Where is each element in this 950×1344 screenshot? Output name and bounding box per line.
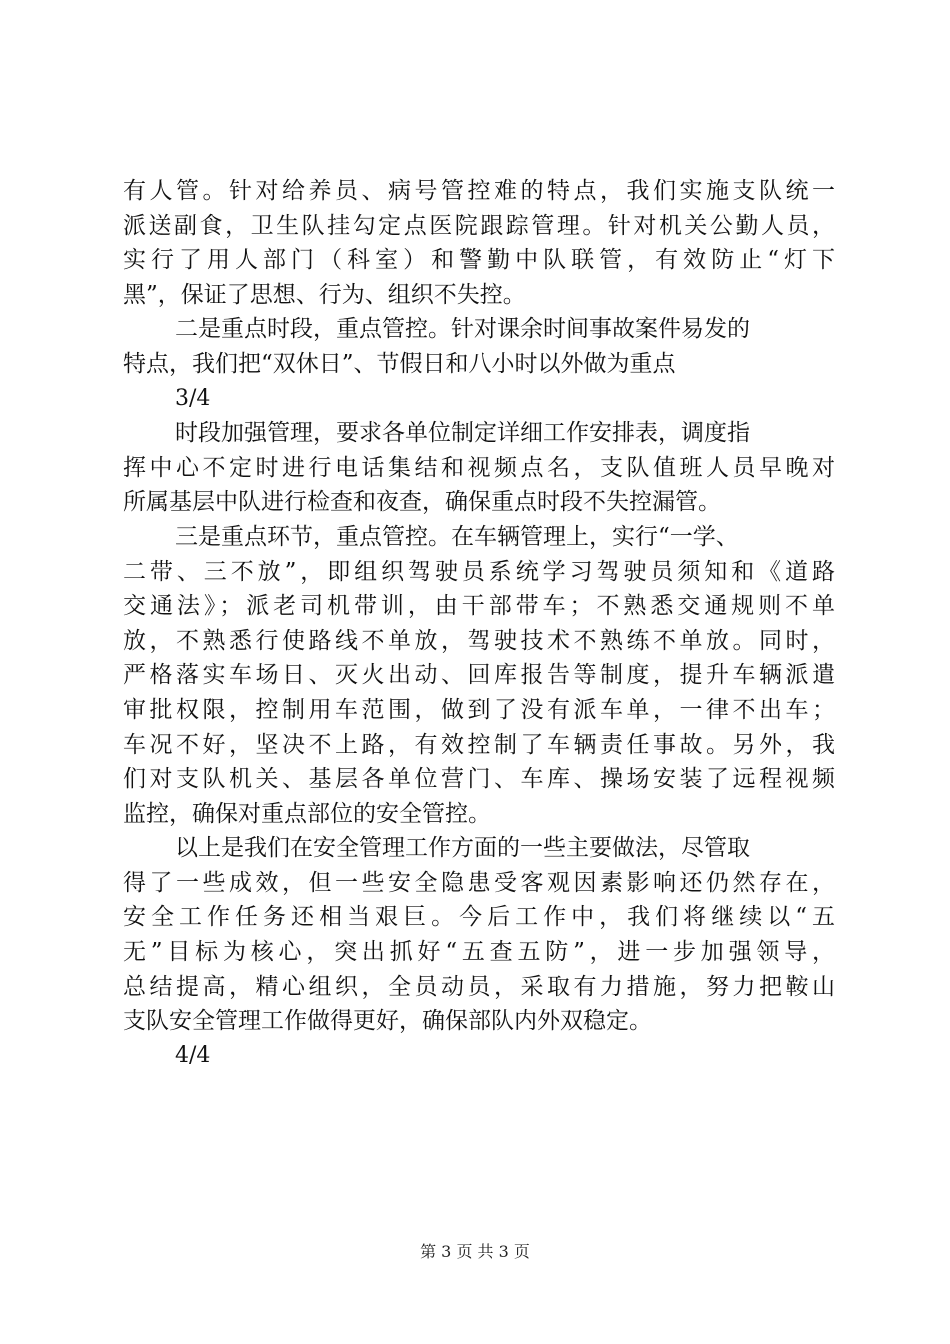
text-line: 无”目标为核心，突出抓好“五查五防”，进一步加强领导， xyxy=(123,939,835,966)
page-number-marker: 3/4 xyxy=(175,385,211,411)
text-line: 支队安全管理工作做得更好，确保部队内外双稳定。 xyxy=(123,1008,652,1035)
text-line: 审批权限，控制用车范围，做到了没有派车单，一律不出车； xyxy=(123,696,835,723)
text-line: 得了一些成效，但一些安全隐患受客观因素影响还仍然存在， xyxy=(123,869,835,896)
text-line: 二是重点时段，重点管控。针对课余时间事故案件易发的 xyxy=(175,316,750,343)
text-line: 所属基层中队进行检查和夜查，确保重点时段不失控漏管。 xyxy=(123,489,721,516)
text-line: 派送副食，卫生队挂勾定点医院跟踪管理。针对机关公勤人员， xyxy=(123,212,835,239)
text-line: 有人管。针对给养员、病号管控难的特点，我们实施支队统一 xyxy=(123,178,835,204)
text-line: 总结提高，精心组织，全员动员，采取有力措施，努力把鞍山 xyxy=(123,973,835,1000)
text-line: 黑”，保证了思想、行为、组织不失控。 xyxy=(123,281,526,308)
text-line: 车况不好，坚决不上路，有效控制了车辆责任事故。另外，我 xyxy=(123,731,835,758)
text-line: 放，不熟悉行使路线不单放，驾驶技术不熟练不单放。同时， xyxy=(123,627,835,654)
document-body xyxy=(123,174,835,1073)
text-line: 严格落实车场日、灭火出动、回库报告等制度，提升车辆派遣 xyxy=(123,662,835,689)
text-line: 时段加强管理，要求各单位制定详细工作安排表，调度指 xyxy=(175,420,750,447)
text-line: 监控，确保对重点部位的安全管控。 xyxy=(123,800,491,827)
text-line: 以上是我们在安全管理工作方面的一些主要做法，尽管取 xyxy=(175,835,750,862)
page-number-marker: 4/4 xyxy=(175,1042,211,1068)
text-line: 三是重点环节，重点管控。在车辆管理上，实行“一学、 xyxy=(175,523,739,550)
text-line: 二带、三不放”，即组织驾驶员系统学习驾驶员须知和《道路 xyxy=(123,558,835,585)
text-line: 们对支队机关、基层各单位营门、车库、操场安装了远程视频 xyxy=(123,766,835,793)
text-line: 安全工作任务还相当艰巨。今后工作中，我们将继续以“五 xyxy=(123,904,835,931)
text-line: 实行了用人部门（科室）和警勤中队联管，有效防止“灯下 xyxy=(123,247,835,274)
text-line: 特点，我们把“双休日”、节假日和八小时以外做为重点 xyxy=(123,350,676,377)
text-line: 交通法》；派老司机带训，由干部带车；不熟悉交通规则不单 xyxy=(123,593,835,620)
page-footer: 第 3 页 共 3 页 xyxy=(420,1242,530,1261)
text-line: 挥中心不定时进行电话集结和视频点名，支队值班人员早晚对 xyxy=(123,454,835,481)
